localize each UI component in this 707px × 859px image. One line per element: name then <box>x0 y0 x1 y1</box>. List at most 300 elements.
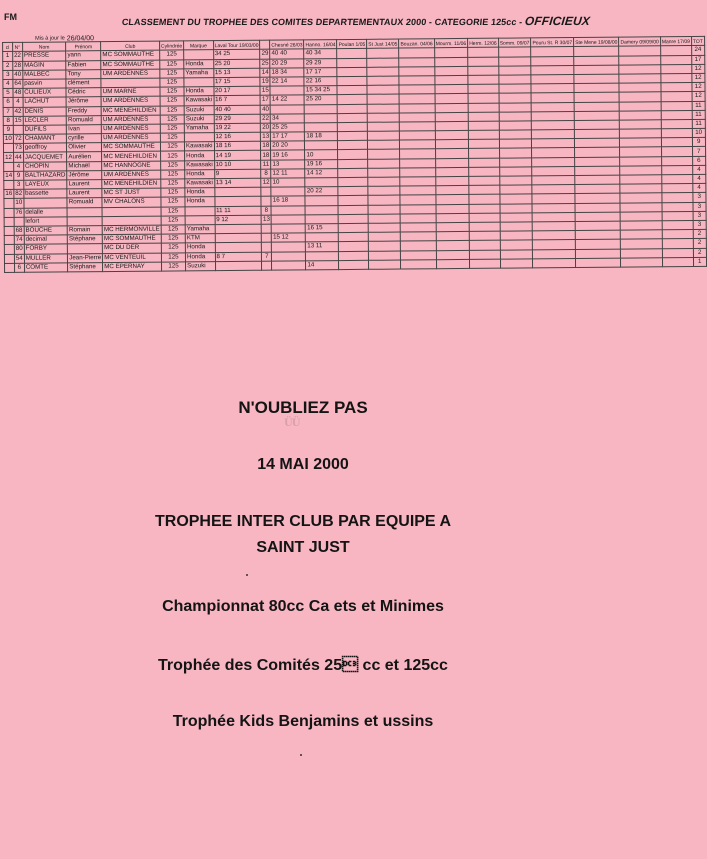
cell-empty-score <box>435 112 469 121</box>
cell-tot: 3 <box>693 211 706 220</box>
cell-marque <box>184 133 214 142</box>
cell-marque <box>185 215 215 224</box>
cell-empty-score <box>500 222 533 231</box>
cell-empty-score <box>574 65 619 75</box>
cell-empty-score <box>338 196 368 205</box>
cell-scores <box>306 214 339 223</box>
cell-club <box>101 78 160 88</box>
cell-nom: CHAMANT <box>23 134 67 144</box>
cell-nom: LACHUT <box>23 97 67 107</box>
cell-empty-score <box>574 56 619 66</box>
cell-empty-score <box>337 76 367 85</box>
column-header: Chesné 26/03 <box>270 40 304 49</box>
notice-date: 14 MAI 2000 <box>257 456 349 473</box>
cell-empty-score <box>531 102 574 112</box>
cell-empty-score <box>400 122 435 131</box>
cell-empty-score <box>661 147 692 156</box>
cell-empty-score <box>368 177 400 186</box>
notice-reminder: N'OUBLIEZ PAS <box>238 398 368 417</box>
cell-empty-score <box>469 250 500 259</box>
cell-prenom: Jérôme <box>67 170 102 179</box>
cell-scores <box>305 205 338 214</box>
cell-nom: JACQUEMET <box>23 152 67 162</box>
cell-empty-score <box>401 250 436 259</box>
cell-cl: 12 <box>5 153 12 161</box>
cell-scores: 34 <box>270 114 304 123</box>
cell-tot: 12 <box>692 64 705 73</box>
cell-empty-score <box>499 102 532 111</box>
cell-scores <box>214 197 261 207</box>
cell-empty-score <box>368 205 400 214</box>
cell-tot: 2 <box>693 248 706 257</box>
cell-empty-score <box>531 93 574 103</box>
cell-scores <box>306 251 339 260</box>
cell-empty-score <box>367 104 399 113</box>
cell-empty-score <box>532 157 575 167</box>
cell-cyl: 125 <box>160 142 184 151</box>
cell-empty-score <box>619 46 660 56</box>
cell-marque <box>184 78 214 87</box>
cell-empty-score <box>469 185 500 194</box>
notice-trophy-committees: Trophée des Comités 25 cc et 125cc <box>158 657 448 674</box>
cell-num: 68 <box>15 226 23 234</box>
cell-empty-score <box>339 232 369 241</box>
cell-empty-score <box>367 122 399 131</box>
cell-empty-score <box>339 251 369 260</box>
cell-empty-score <box>662 257 693 266</box>
cell-scores: 16 7 <box>214 96 261 106</box>
cell-empty-score <box>400 177 435 186</box>
cell-prenom <box>68 244 103 253</box>
cell-nom: LECLER <box>23 116 67 126</box>
cell-scores: 19 22 <box>214 123 261 133</box>
cell-empty-score <box>400 158 435 167</box>
cell-empty-score <box>662 239 693 248</box>
cell-empty-score <box>532 130 575 140</box>
cell-num: 64 <box>14 79 22 87</box>
cell-scores: 10 10 <box>214 160 261 170</box>
cell-cyl: 125 <box>161 216 185 225</box>
cell-empty-score <box>620 120 661 130</box>
cell-empty-score <box>531 47 574 57</box>
cell-cl: 5 <box>3 89 13 98</box>
cell-nom: lefort <box>24 217 68 227</box>
cell-num: 10 <box>15 199 23 207</box>
cell-empty-score <box>469 149 500 158</box>
cell-scores: 20 <box>262 123 270 131</box>
column-header: Damery 09/09/00 <box>619 37 660 47</box>
cell-marque: Kawasaki <box>186 160 213 169</box>
cell-scores: 18 <box>262 142 270 150</box>
cell-scores: 17 17 <box>304 67 337 76</box>
notice-kids-trophy: Trophée Kids Benjamins et ussins <box>172 713 434 730</box>
cell-cyl: 125 <box>161 161 185 170</box>
cell-nom: geoffroy <box>23 143 67 153</box>
cell-empty-score <box>368 186 400 195</box>
cell-nom: DUFILS <box>23 125 67 135</box>
cell-empty-score <box>574 46 619 56</box>
cell-empty-score <box>532 194 575 204</box>
cell-empty-score <box>575 230 620 240</box>
cell-empty-score <box>531 65 574 75</box>
cell-marque: Honda <box>185 169 215 178</box>
cell-marque: Honda <box>185 151 215 160</box>
cell-cyl: 125 <box>161 197 185 206</box>
cell-empty-score <box>368 149 400 158</box>
cell-scores: 12 16 <box>214 132 261 142</box>
cell-tot: 11 <box>692 110 705 119</box>
cell-empty-score <box>469 167 500 176</box>
cell-cl: 4 <box>3 79 13 88</box>
cell-empty-score <box>368 232 400 241</box>
cell-empty-score <box>662 248 693 257</box>
cell-scores <box>305 178 338 187</box>
cell-empty-score <box>660 46 691 55</box>
cell-empty-score <box>401 223 436 232</box>
notice-championship-80cc: Championnat 80cc Ca ets et Minimes <box>162 598 444 615</box>
cell-empty-score <box>661 83 692 92</box>
cell-empty-score <box>620 193 661 203</box>
cell-tot: 1 <box>693 257 706 266</box>
cell-empty-score <box>400 149 435 158</box>
cell-empty-score <box>533 231 576 241</box>
cell-scores: 20 22 <box>305 187 338 196</box>
cell-empty-score <box>619 65 660 75</box>
cell-nom: PRESSE <box>22 51 66 61</box>
cell-scores: 9 12 <box>215 215 262 225</box>
cell-scores: 14 <box>306 260 339 269</box>
column-header: Poulan 1/05 <box>337 40 367 49</box>
cell-scores: 18 16 <box>214 141 261 151</box>
cell-scores: 20 17 <box>214 86 261 96</box>
cell-club: UM ARDENNES <box>101 69 160 79</box>
cell-scores: 15 34 25 <box>304 86 337 95</box>
cell-scores: 17 17 <box>271 132 305 141</box>
cell-num: 3 <box>14 180 24 189</box>
cell-empty-score <box>339 214 369 223</box>
cell-empty-score <box>338 159 368 168</box>
cell-scores <box>271 224 305 233</box>
cell-scores <box>271 215 305 224</box>
cell-nom: pasvin <box>23 79 67 89</box>
cell-nom: delalle <box>24 207 68 217</box>
cell-empty-score <box>661 129 692 138</box>
cell-empty-score <box>620 166 661 176</box>
cell-empty-score <box>367 94 399 103</box>
cell-empty-score <box>368 223 400 232</box>
cell-scores: 20 20 <box>271 141 305 150</box>
cell-scores <box>214 187 261 197</box>
cell-cl: 10 <box>4 135 12 143</box>
cell-empty-score <box>620 202 661 212</box>
cell-empty-score <box>369 251 401 260</box>
cell-scores <box>272 242 306 251</box>
cell-club: UM MARNE <box>101 87 160 97</box>
cell-empty-score <box>621 221 662 231</box>
cell-empty-score <box>620 147 661 157</box>
cell-empty-score <box>661 138 692 147</box>
cell-num: 72 <box>14 134 22 143</box>
cell-empty-score <box>399 48 434 57</box>
cell-cyl: 125 <box>160 50 184 59</box>
cell-empty-score <box>339 223 369 232</box>
cell-empty-score <box>575 148 620 158</box>
cell-empty-score <box>435 130 469 139</box>
cell-marque: Suzuki <box>186 261 216 270</box>
cell-empty-score <box>500 240 533 249</box>
cell-prenom: Olivier <box>67 143 102 152</box>
cell-scores: 18 <box>262 151 270 159</box>
cell-empty-score <box>435 121 469 130</box>
cell-num: 80 <box>15 245 23 253</box>
cell-scores: 25 <box>261 59 269 67</box>
cell-nom: BOUCHE <box>24 226 68 236</box>
cell-scores <box>272 251 306 260</box>
standings-body <box>3 46 707 273</box>
cell-empty-score <box>575 221 620 231</box>
cell-marque: Honda <box>185 243 215 252</box>
cell-scores <box>262 233 272 242</box>
cell-empty-score <box>468 57 499 66</box>
cell-empty-score <box>469 158 500 167</box>
cell-empty-score <box>469 222 500 231</box>
cell-scores: 17 15 <box>213 77 260 87</box>
cell-cyl: 125 <box>160 133 184 142</box>
cell-cyl: 125 <box>160 151 184 160</box>
cell-num: 74 <box>15 236 23 244</box>
cell-empty-score <box>660 55 691 64</box>
cell-empty-score <box>620 175 661 185</box>
cell-empty-score <box>469 213 500 222</box>
cell-marque: Honda <box>185 197 215 206</box>
cell-empty-score <box>337 58 367 67</box>
cell-cyl: 125 <box>161 225 185 234</box>
cell-scores: 16 15 <box>306 224 339 233</box>
cell-num: 82 <box>15 190 23 198</box>
cell-club: MC ST JUST <box>102 188 161 198</box>
cell-scores: 19 <box>261 77 269 85</box>
cell-tot: 12 <box>692 73 705 82</box>
cell-cl <box>4 236 14 245</box>
cell-empty-score <box>436 204 470 213</box>
cell-empty-score <box>575 175 620 185</box>
cell-cyl: 125 <box>161 234 185 243</box>
cell-club: MC SOMMAUTHE <box>102 234 161 244</box>
cell-prenom: Michaël <box>67 161 102 170</box>
cell-empty-score <box>401 232 436 241</box>
cell-cl <box>4 217 14 226</box>
cell-empty-score <box>469 139 500 148</box>
cell-empty-score <box>499 148 532 157</box>
cell-empty-score <box>400 195 435 204</box>
cell-nom: decimal <box>24 235 68 245</box>
cell-empty-score <box>498 47 531 56</box>
cell-empty-score <box>620 138 661 148</box>
column-header: Club <box>101 41 160 51</box>
cell-empty-score <box>533 221 576 231</box>
cell-empty-score <box>662 202 693 211</box>
cell-nom: CULIEUX <box>23 88 67 98</box>
cell-empty-score <box>531 56 574 66</box>
cell-scores: 8 <box>261 169 271 178</box>
cell-empty-score <box>533 240 576 250</box>
cell-empty-score <box>532 148 575 158</box>
cell-cl: 7 <box>3 107 13 116</box>
cell-scores: 9 <box>214 169 261 179</box>
cell-empty-score <box>532 185 575 195</box>
cell-scores: 13 <box>262 215 270 223</box>
cell-empty-score <box>468 121 499 130</box>
cell-num: 6 <box>14 263 24 272</box>
cell-empty-score <box>500 194 533 203</box>
cell-empty-score <box>400 168 435 177</box>
cell-empty-score <box>435 85 469 94</box>
cell-empty-score <box>575 212 620 222</box>
corner-mark: FM <box>4 12 17 22</box>
cell-club: MC VENTEUIL <box>103 253 162 263</box>
cell-cl <box>4 208 14 217</box>
cell-empty-score <box>621 230 662 240</box>
cell-scores: 34 25 <box>213 50 260 60</box>
cell-cyl: 125 <box>160 115 184 124</box>
cell-scores <box>306 233 339 242</box>
cell-empty-score <box>400 213 435 222</box>
cell-cyl: 125 <box>160 124 184 133</box>
cell-num: 73 <box>14 144 22 152</box>
cell-empty-score <box>533 258 576 268</box>
cell-empty-score <box>621 239 662 249</box>
cell-empty-score <box>498 56 531 65</box>
cell-empty-score <box>500 231 533 240</box>
cell-tot: 10 <box>692 128 705 137</box>
cell-scores: 22 <box>262 114 270 122</box>
cell-cl <box>4 226 14 235</box>
cell-empty-score <box>621 248 662 258</box>
cell-empty-score <box>662 193 693 202</box>
cell-cl: 9 <box>3 125 13 134</box>
cell-tot: 7 <box>692 147 705 156</box>
cell-empty-score <box>338 205 368 214</box>
cell-empty-score <box>620 184 661 194</box>
cell-empty-score <box>574 92 619 102</box>
cell-empty-score <box>434 48 468 57</box>
cell-prenom <box>67 207 102 216</box>
cell-empty-score <box>338 131 368 140</box>
cell-empty-score <box>468 48 499 57</box>
cell-scores <box>262 242 272 251</box>
cell-empty-score <box>619 83 660 93</box>
cell-tot: 11 <box>692 119 705 128</box>
cell-empty-score <box>368 168 400 177</box>
cell-empty-score <box>575 157 620 167</box>
cell-nom: FORBY <box>24 244 68 254</box>
cell-prenom: Ivan <box>67 125 102 134</box>
cell-scores <box>262 224 272 233</box>
cell-marque: Kawasaki <box>185 96 213 104</box>
cell-tot: 4 <box>692 165 705 174</box>
cell-empty-score <box>470 259 501 268</box>
cell-empty-score <box>337 49 367 58</box>
cell-scores: 7 <box>262 252 272 261</box>
cell-scores: 13 14 <box>214 178 261 188</box>
cell-scores: 40 40 <box>214 105 261 115</box>
cell-empty-score <box>499 158 532 167</box>
cell-cl <box>4 245 14 254</box>
cell-cyl: 125 <box>160 78 184 87</box>
cell-cyl: 125 <box>160 59 184 68</box>
cell-empty-score <box>498 75 531 84</box>
title-official: OFFICIEUX <box>524 14 591 28</box>
cell-empty-score <box>619 74 660 84</box>
cell-scores: 11 11 <box>215 206 262 216</box>
cell-empty-score <box>500 249 533 258</box>
faint-stamp-logo: ÜÜ <box>284 418 300 429</box>
cell-empty-score <box>368 131 400 140</box>
cell-empty-score <box>619 55 660 65</box>
cell-scores <box>305 196 338 205</box>
cell-empty-score <box>500 213 533 222</box>
cell-empty-score <box>435 103 469 112</box>
cell-club: MC SOMMAUTHE <box>101 60 160 70</box>
cell-scores: 29 <box>261 50 269 58</box>
cell-prenom: clément <box>66 79 101 88</box>
cell-scores: 18 18 <box>305 132 338 141</box>
cell-marque: Kawasaki <box>186 142 213 150</box>
cell-scores <box>215 243 262 253</box>
column-header: Hanno. 16/04 <box>304 40 337 49</box>
cell-num: 54 <box>15 254 23 262</box>
cell-empty-score <box>661 165 692 174</box>
cell-nom: bassette <box>24 189 68 199</box>
cell-empty-score <box>436 213 470 222</box>
speck <box>300 754 302 756</box>
cell-prenom: Romuald <box>67 198 102 207</box>
cell-empty-score <box>468 84 499 93</box>
cell-empty-score <box>339 242 369 251</box>
cell-empty-score <box>532 203 575 213</box>
cell-prenom: Cédric <box>66 88 101 97</box>
cell-cyl: 125 <box>161 243 185 252</box>
cell-scores <box>215 261 262 271</box>
cell-empty-score <box>500 259 533 268</box>
column-header: Prénom <box>66 42 101 51</box>
column-header: Bouzan. 04/06 <box>399 39 434 48</box>
updated-date: 26/04/00 <box>66 34 95 43</box>
cell-empty-score <box>434 75 468 84</box>
cell-marque: Suzuki <box>184 114 214 123</box>
cell-empty-score <box>436 232 470 241</box>
cell-scores: 18 34 <box>270 68 304 77</box>
cell-scores: 40 34 <box>304 49 337 58</box>
cell-prenom: Tony <box>66 69 101 78</box>
cell-empty-score <box>499 112 532 121</box>
cell-nom: MAGIN <box>23 61 67 71</box>
cell-empty-score <box>468 75 499 84</box>
cell-prenom: Aurélien <box>67 152 102 161</box>
cell-scores <box>305 113 338 122</box>
cell-tot: 12 <box>692 92 705 101</box>
cell-prenom: Fabien <box>66 60 101 69</box>
cell-cyl: 125 <box>160 105 184 114</box>
cell-cl <box>4 199 14 208</box>
cell-scores: 40 40 <box>270 49 304 58</box>
cell-tot: 11 <box>692 101 705 110</box>
column-header: Cylindrée <box>160 41 184 50</box>
cell-empty-score <box>338 150 368 159</box>
cell-scores: 14 <box>261 68 269 76</box>
cell-empty-score <box>531 74 574 84</box>
cell-cl <box>4 180 14 189</box>
